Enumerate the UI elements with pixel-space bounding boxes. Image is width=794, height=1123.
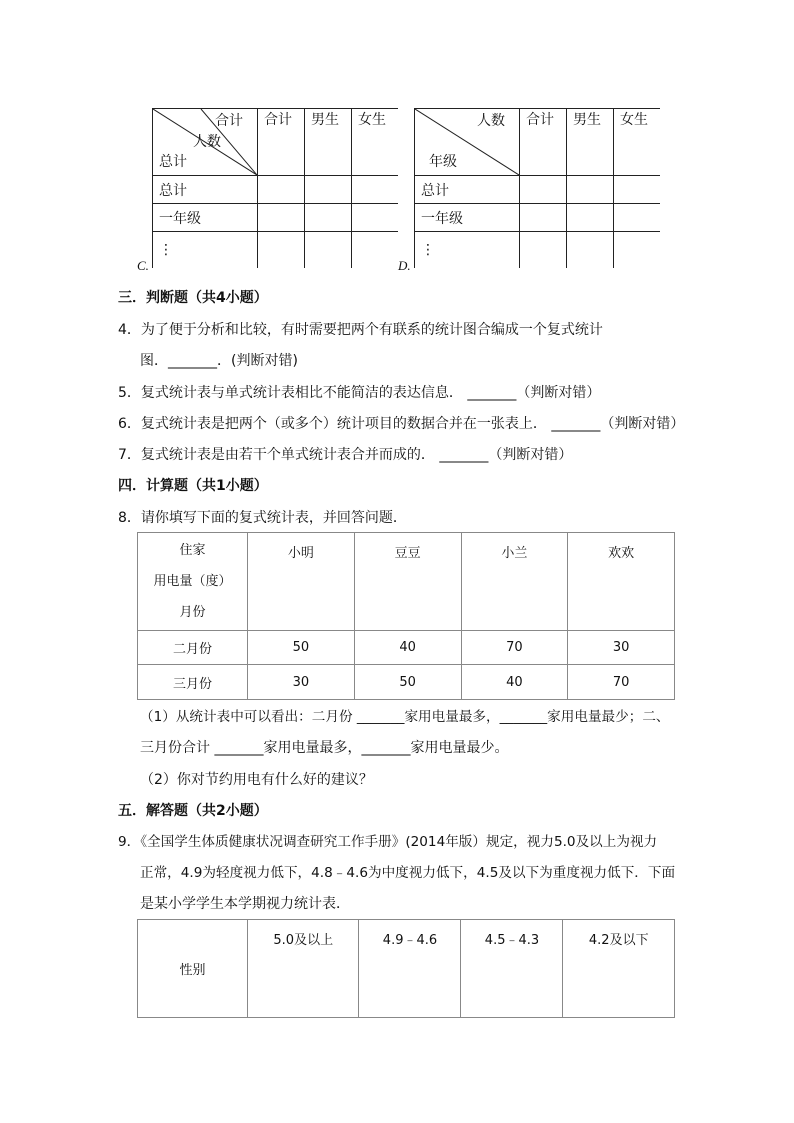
- option-c-table: [152, 108, 398, 268]
- question-5: 5．复式统计表与单式统计表相比不能简洁的表达信息． _______（判断对错）: [118, 385, 601, 401]
- electricity-cell: 30: [568, 631, 675, 665]
- electricity-cell: 50: [354, 665, 461, 700]
- option-d-diag-bottom: 年级: [429, 154, 457, 170]
- option-d-row-label: 总计: [415, 176, 520, 204]
- option-c-diag-mid: 人数: [193, 134, 221, 150]
- electricity-cell: 40: [461, 665, 568, 700]
- option-d-label: D.: [398, 258, 411, 273]
- question-4-line2: 图．_______．(判断对错): [140, 353, 298, 369]
- option-d-col: 男生: [567, 109, 614, 176]
- vision-row-label: 性别: [138, 920, 248, 1018]
- option-c-header-diagonal-cell: [153, 109, 258, 176]
- electricity-col-header: 豆豆: [354, 533, 461, 631]
- vision-table: [137, 919, 675, 1018]
- electricity-header-line: 月份: [179, 605, 206, 620]
- option-c-col: 男生: [305, 109, 352, 176]
- electricity-cell: 70: [568, 665, 675, 700]
- option-c-row-label: 总计: [153, 176, 258, 204]
- section3-title: 三．判断题（共4小题）: [118, 290, 268, 306]
- question-8-sub2: （2）你对节约用电有什么好的建议？: [140, 772, 373, 788]
- electricity-row-label: 三月份: [138, 665, 248, 700]
- electricity-header-line: 用电量（度）: [153, 574, 232, 589]
- question-8-sub1-line2: 三月份合计 _______家用电量最多，_______家用电量最少。: [140, 740, 509, 756]
- question-8: 8．请你填写下面的复式统计表，并回答问题．: [118, 510, 407, 526]
- option-d-col: 合计: [520, 109, 567, 176]
- option-c-row-ellipsis: ⋮: [153, 232, 258, 268]
- vision-col-header: 4.2及以下: [563, 920, 675, 1018]
- question-9-line3: 是某小学学生本学期视力统计表．: [140, 896, 350, 912]
- electricity-cell: 50: [248, 631, 355, 665]
- section5-title: 五．解答题（共2小题）: [118, 803, 268, 819]
- option-c-diag-top: 合计: [215, 113, 243, 129]
- question-4-line1: 4．为了便于分析和比较，有时需要把两个有联系的统计图合编成一个复式统计: [118, 322, 603, 338]
- electricity-header-line: 住家: [179, 543, 206, 558]
- section4-title: 四．计算题（共1小题）: [118, 478, 268, 494]
- option-d-row-label: 一年级: [415, 204, 520, 232]
- option-d-table: [414, 108, 660, 268]
- vision-col-header: 4.5﹣4.3: [461, 920, 563, 1018]
- question-6: 6．复式统计表是把两个（或多个）统计项目的数据合并在一张表上． _______（判断对错）: [118, 416, 685, 432]
- option-d-row-ellipsis: ⋮: [415, 232, 520, 268]
- option-c-col: 女生: [352, 109, 399, 176]
- option-c-diag-bottom: 总计: [159, 154, 187, 170]
- question-9-line2: 正常，4.9为轻度视力低下，4.8﹣4.6为中度视力低下，4.5及以下为重度视力低下．下面: [140, 865, 676, 881]
- option-c-label: C.: [137, 258, 149, 273]
- vision-col-header: 4.9﹣4.6: [359, 920, 461, 1018]
- electricity-row-label: 二月份: [138, 631, 248, 665]
- electricity-cell: 30: [248, 665, 355, 700]
- electricity-table: [137, 532, 675, 700]
- electricity-cell: 70: [461, 631, 568, 665]
- electricity-col-header: 小兰: [461, 533, 568, 631]
- electricity-col-header: 小明: [248, 533, 355, 631]
- option-c-row-label: 一年级: [153, 204, 258, 232]
- option-d-header-diagonal-cell: [415, 109, 520, 176]
- option-d-diag-top: 人数: [477, 113, 505, 129]
- question-8-sub1-line1: （1）从统计表中可以看出：二月份 _______家用电量最多，_______家用电量最少；二、: [140, 709, 670, 725]
- question-9-line1: 9．《全国学生体质健康状况调查研究工作手册》(2014年版）规定，视力5.0及以上为视力: [118, 834, 658, 850]
- question-7: 7．复式统计表是由若干个单式统计表合并而成的． _______（判断对错）: [118, 447, 573, 463]
- option-d-col: 女生: [614, 109, 661, 176]
- electricity-header-cell: [138, 533, 248, 631]
- vision-col-header: 5.0及以上: [248, 920, 359, 1018]
- electricity-col-header: 欢欢: [568, 533, 675, 631]
- option-c-col: 合计: [258, 109, 305, 176]
- electricity-cell: 40: [354, 631, 461, 665]
